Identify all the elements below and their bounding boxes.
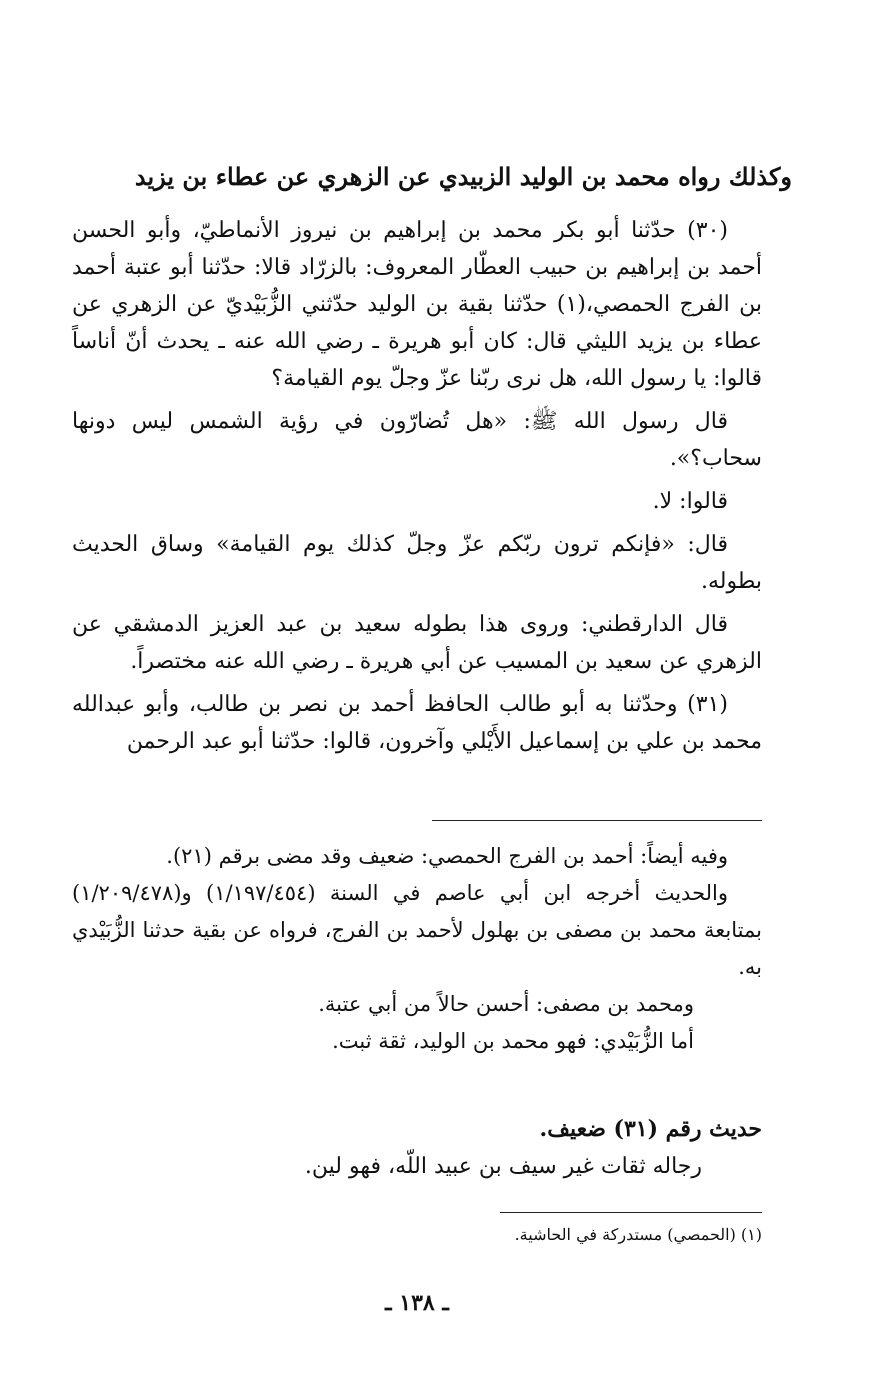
main-text bbox=[72, 212, 762, 766]
hadith-ruling bbox=[72, 1110, 762, 1186]
page bbox=[72, 0, 792, 1383]
paragraph-prophet-saying: قال رسول الله ﷺ: «هل تُضارّون في رؤية الشمس ليس دونها سحاب؟». bbox=[72, 409, 762, 471]
note-line: والحديث أخرجه ابن أبي عاصم في السنة (١/١٩٧/٤٥٤) و(١/٢٠٩/٤٧٨) بمتابعة محمد بن مصفى بن بهلول لأحمد بن الفرج، فرواه عن بقية حدثنا الزُّبَيْدي به. bbox=[72, 881, 762, 979]
paragraph-they-said: قالوا: لا. bbox=[652, 489, 728, 514]
note-line: وفيه أيضاً: أحمد بن الفرج الحمصي: ضعيف وقد مضى برقم (٢١). bbox=[166, 844, 728, 868]
paragraph-hadith-31: (٣١) وحدّثنا به أبو طالب الحافظ أحمد بن نصر بن طالب، وأبو عبدالله محمد بن علي بن إسماعيل الأَيْلي وآخرون، قالوا: حدّثنا أبو عبد الرحمن bbox=[72, 692, 762, 754]
note-line: ومحمد بن مصفى: أحسن حالاً من أبي عتبة. bbox=[318, 992, 694, 1016]
paragraph-daraqutni: قال الدارقطني: وروى هذا بطوله سعيد بن عبد العزيز الدمشقي عن الزهري عن سعيد بن المسيب عن أبي هريرة ـ رضي الله عنه مختصراً. bbox=[72, 612, 762, 674]
footnote: (١) (الحمصي) مستدركة في الحاشية. bbox=[514, 1225, 762, 1244]
note-line: أما الزُّبَيْدي: فهو محمد بن الوليد، ثقة ثبت. bbox=[332, 1029, 694, 1053]
page-number: ـ ١٣٨ ـ bbox=[385, 1290, 449, 1316]
section-heading: وكذلك رواه محمد بن الوليد الزبيدي عن الزهري عن عطاء بن يزيد bbox=[134, 162, 792, 191]
paragraph-he-said: قال: «فإنكم ترون ربّكم عزّ وجلّ كذلك يوم القيامة» وساق الحديث بطوله. bbox=[72, 532, 762, 594]
notes-divider bbox=[432, 820, 762, 821]
ruling-text: رجاله ثقات غير سيف بن عبيد اللّه، فهو لين. bbox=[304, 1154, 702, 1179]
ruling-heading: حديث رقم (٣١) ضعيف. bbox=[539, 1116, 762, 1142]
commentary-notes bbox=[72, 838, 762, 1060]
paragraph-hadith-30: (٣٠) حدّثنا أبو بكر محمد بن إبراهيم بن نيروز الأنماطيّ، وأبو الحسن أحمد بن إبراهيم بن حبيب العطّار المعروف: بالزرّاد قالا: حدّثنا أبو عتبة أحمد بن الفرج الحمصي،(١) حدّثنا بقية بن الوليد حدّثني الزُّبَيْديّ عن الزهري عن عطاء بن يزيد الليثي قال: كان أبو هريرة ـ رضي الله عنه ـ يحدث أنّ أناساً قالوا: يا رسول الله، هل نرى ربّنا عزّ وجلّ يوم القيامة؟ bbox=[72, 218, 762, 391]
footnote-divider bbox=[500, 1212, 762, 1213]
